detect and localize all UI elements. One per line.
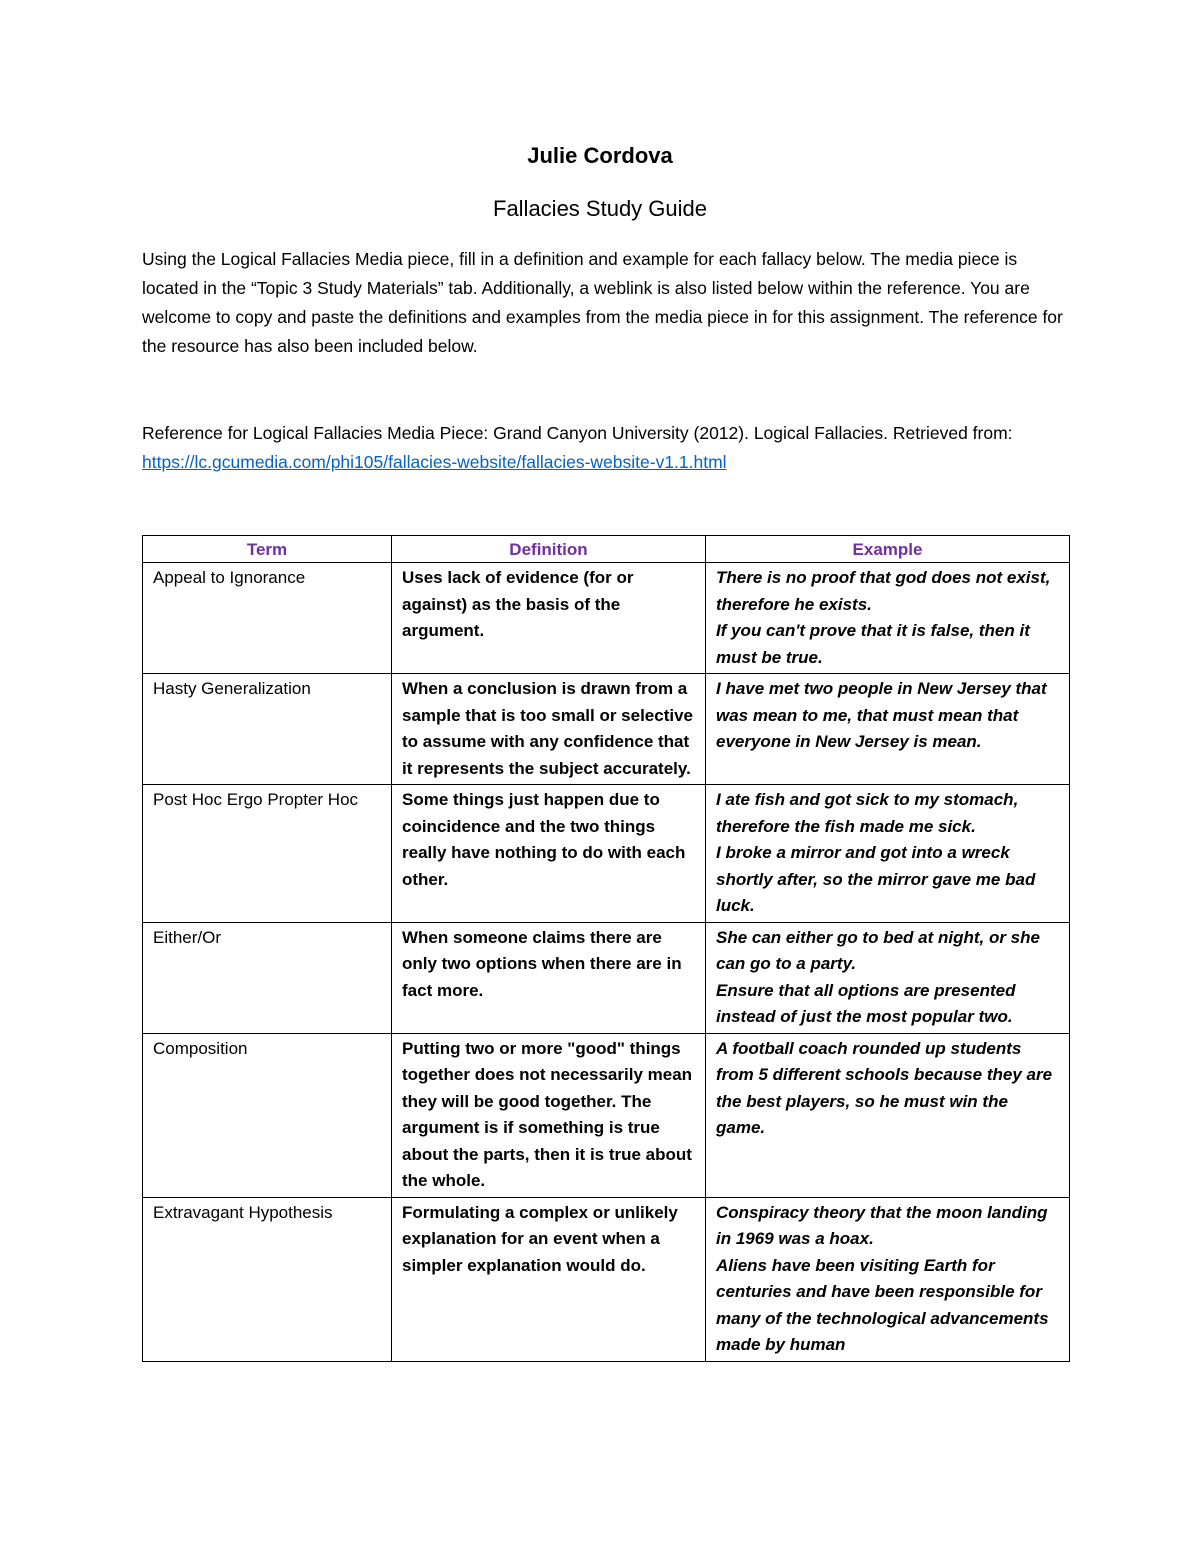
fallacies-table — [142, 535, 1070, 1362]
term-cell: Composition — [143, 1033, 392, 1197]
header-example: Example — [706, 536, 1070, 563]
term-cell: Appeal to Ignorance — [143, 563, 392, 674]
definition-cell: Some things just happen due to coincidence and the two things really have nothing to do with each other. — [392, 785, 706, 923]
reference-paragraph — [142, 419, 1067, 477]
table-row — [143, 563, 1070, 674]
example-cell — [706, 1033, 1070, 1197]
term-cell: Extravagant Hypothesis — [143, 1197, 392, 1361]
definition-cell: When someone claims there are only two options when there are in fact more. — [392, 922, 706, 1033]
reference-text: Reference for Logical Fallacies Media Piece: Grand Canyon University (2012). Logical Fallacies. Retrieved from: — [142, 423, 1013, 443]
definition-cell: Formulating a complex or unlikely explanation for an event when a simpler explanation would do. — [392, 1197, 706, 1361]
author-name: Julie Cordova — [527, 143, 673, 168]
example-line: Aliens have been visiting Earth for centuries and have been responsible for many of the technological advancements made by human — [716, 1255, 1049, 1354]
example-cell — [706, 785, 1070, 923]
example-line: I ate fish and got sick to my stomach, therefore the fish made me sick. — [716, 790, 1019, 836]
example-cell — [706, 1197, 1070, 1361]
table-row — [143, 1197, 1070, 1361]
table-row — [143, 922, 1070, 1033]
term-cell: Hasty Generalization — [143, 674, 392, 785]
example-line: I have met two people in New Jersey that was mean to me, that must mean that everyone in New Jersey is mean. — [716, 679, 1047, 751]
definition-cell: When a conclusion is drawn from a sample that is too small or selective to assume with any confidence that it represents the subject accurately. — [392, 674, 706, 785]
table-row — [143, 674, 1070, 785]
example-line: I broke a mirror and got into a wreck shortly after, so the mirror gave me bad luck. — [716, 843, 1036, 915]
example-line: There is no proof that god does not exist, therefore he exists. — [716, 568, 1051, 614]
document-title: Fallacies Study Guide — [493, 196, 707, 221]
table-header-row — [143, 536, 1070, 563]
table-row — [143, 785, 1070, 923]
example-line: She can either go to bed at night, or she can go to a party. — [716, 927, 1040, 973]
term-cell: Either/Or — [143, 922, 392, 1033]
definition-cell: Uses lack of evidence (for or against) as the basis of the argument. — [392, 563, 706, 674]
definition-cell: Putting two or more "good" things together does not necessarily mean they will be good together. The argument is if something is true about the parts, then it is true about the whole. — [392, 1033, 706, 1197]
table-row — [143, 1033, 1070, 1197]
instructions-paragraph: Using the Logical Fallacies Media piece, fill in a definition and example for each fallacy below. The media piece is located in the “Topic 3 Study Materials” tab. Additionally, a weblink is also listed below within the reference. You are welcome to copy and paste the definitions and examples from the media piece in for this assignment. The reference for the resource has also been included below. — [142, 249, 1063, 356]
header-term: Term — [143, 536, 392, 563]
header-definition: Definition — [392, 536, 706, 563]
example-line: A football coach rounded up students from 5 different schools because they are the best players, so he must win the game. — [716, 1038, 1053, 1137]
reference-link[interactable]: https://lc.gcumedia.com/phi105/fallacies-website/fallacies-website-v1.1.html — [142, 452, 727, 472]
example-line: Ensure that all options are presented instead of just the most popular two. — [716, 980, 1016, 1026]
term-cell: Post Hoc Ergo Propter Hoc — [143, 785, 392, 923]
example-line: If you can't prove that it is false, then it must be true. — [716, 621, 1030, 667]
example-line: Conspiracy theory that the moon landing in 1969 was a hoax. — [716, 1202, 1048, 1248]
example-cell — [706, 674, 1070, 785]
example-cell — [706, 922, 1070, 1033]
example-cell — [706, 563, 1070, 674]
